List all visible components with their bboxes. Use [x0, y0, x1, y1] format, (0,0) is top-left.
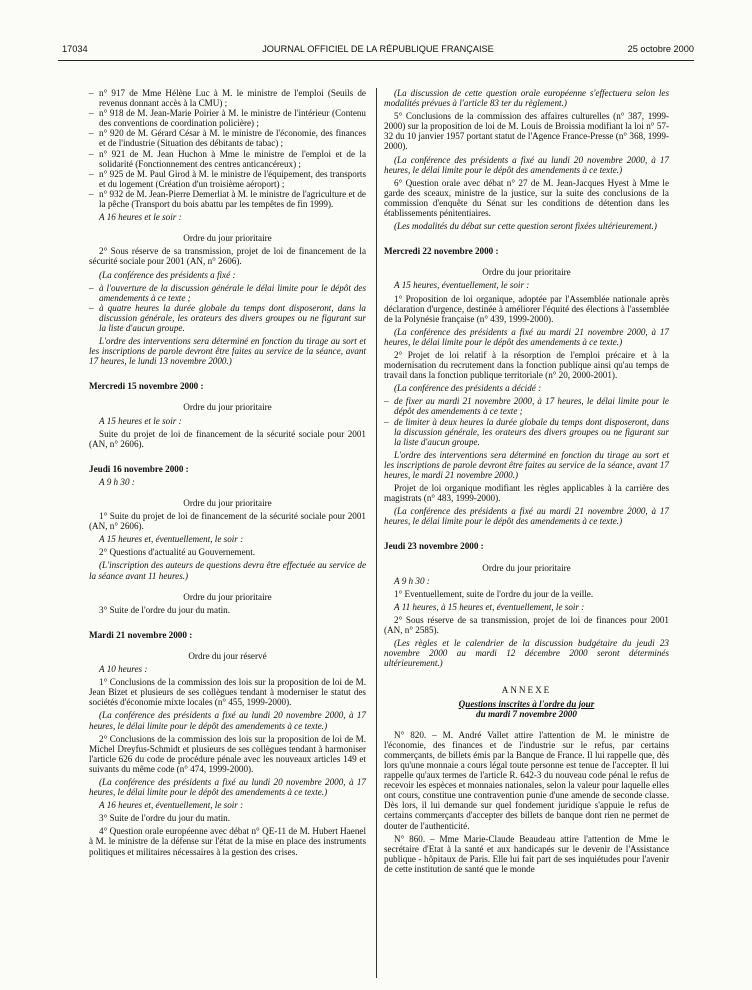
time-line: A 9 h 30 : [394, 575, 430, 586]
list-item: – n° 918 de M. Jean-Marie Poirier à M. le ministre de l'intérieur (Contenu des conventions de coordination policière) ; [89, 108, 366, 128]
header-rule [58, 60, 694, 61]
left-column [89, 88, 366, 860]
day-heading: Mercredi 22 novembre 2000 : [384, 246, 499, 257]
note: L'ordre des interventions sera déterminé en fonction du tirage au sort et les inscriptions de parole devront être faites au service de la séance, avant 17 heures, le lundi 13 novembre 2000.) [89, 336, 366, 367]
conference-list [384, 396, 669, 446]
paragraph: 1° Eventuellement, suite de l'ordre du jour de la veille. [394, 588, 594, 599]
issue-date: 25 octobre 2000 [627, 44, 694, 54]
time-line: A 9 h 30 : [99, 476, 135, 487]
note: (La conférence des présidents a fixé au lundi 20 novembre 2000, à 17 heures, le délai limite pour le dépôt des amendements à ce texte.) [384, 154, 669, 175]
section-title: Ordre du jour prioritaire [183, 591, 272, 602]
paragraph: Projet de loi organique modifiant les règles applicables à la carrière des magistrats (n° 483, 1999-2000). [384, 483, 669, 504]
conference-list [89, 283, 366, 333]
list-item: – de limiter à deux heures la durée globale du temps dont disposeront, dans la discussion générale, les orateurs des divers groupes ou ne figurant sur la liste d'aucun groupe. [384, 417, 669, 447]
time-line: A 15 heures et le soir : [99, 415, 182, 426]
section-title: Ordre du jour prioritaire [482, 267, 571, 278]
paragraph: 2° Sous réserve de sa transmission, projet de loi de finances pour 2001 (AN, n° 2585). [384, 614, 669, 636]
paragraph: 5° Conclusions de la commission des affaires culturelles (n° 387, 1999-2000) sur la proposition de loi de M. Louis de Broissia modifiant la loi n° 57-32 du 10 janvier 1957 portant statut de l'Agence France-Presse (n° 368, 1999-2000). [384, 111, 669, 152]
question-list [89, 88, 366, 209]
note: (Les modalités du débat sur cette question seront fixées ultérieurement.) [394, 221, 657, 232]
paragraph: 2° Questions d'actualité au Gouvernement. [99, 547, 256, 558]
paragraph: 4° Question orale européenne avec débat n° QE-11 de M. Hubert Haenel à M. le ministre de la défense sur l'état de la mise en place des instruments politiques et militaires nécessaires à la gestion des crises. [89, 826, 366, 857]
paragraph: 1° Conclusions de la commission des lois sur la proposition de loi de M. Jean Bizet et plusieurs de ses collègues tendant à moderniser le statut des sociétés d'économie mixte locales (n° 455, 1999-2000). [89, 677, 366, 708]
day-heading: Jeudi 23 novembre 2000 : [384, 541, 484, 552]
time-line: A 16 heures et, éventuellement, le soir : [99, 800, 244, 811]
section-title: Ordre du jour réservé [188, 650, 267, 661]
annexe-heading: ANNEXE [501, 685, 552, 696]
day-heading: Mardi 21 novembre 2000 : [89, 629, 193, 640]
note: (Les règles et le calendrier de la discussion budgétaire du jeudi 23 novembre 2000 au mardi 12 décembre 2000 seront déterminés ultérieurement.) [384, 638, 669, 669]
paragraph: 1° Suite du projet de loi de financement de la sécurité sociale pour 2001 (AN, n° 2606). [89, 511, 366, 532]
paragraph: 3° Suite de l'ordre du jour du matin. [99, 604, 230, 615]
note: (La discussion de cette question orale européenne s'effectuera selon les modalités prévues à l'article 83 ter du règlement.) [384, 88, 669, 109]
note: (La conférence des présidents a fixé au mardi 21 novembre 2000, à 17 heures, le délai limite pour le dépôt des amendements à ce texte.) [384, 506, 669, 527]
note: (La conférence des présidents a fixé : [99, 269, 236, 280]
right-column [384, 88, 669, 877]
note: (La conférence des présidents a décidé : [394, 383, 542, 394]
paragraph: 2° Conclusions de la commission des lois sur la proposition de loi de M. Michel Dreyfus-Schmidt et plusieurs de ses collègues tendant à harmoniser l'article 626 du code de procédure pénale avec les nouveaux articles 149 et suivants du même code (n° 474, 1999-2000). [89, 733, 366, 774]
time-line: A 10 heures : [99, 664, 148, 675]
list-item: – n° 921 de M. Jean Huchon à Mme le ministre de l'emploi et de la solidarité (Fonctionnement des centres anticancéreux) ; [89, 149, 366, 169]
paragraph: 6° Question orale avec débat n° 27 de M. Jean-Jacques Hyest à Mme le garde des sceaux, ministre de la justice, sur la suite des conclusions de la commission d'enquête du Sénat sur les conditions de détention dans les établissements pénitentiaires. [384, 177, 669, 219]
list-item: – n° 917 de Mme Hélène Luc à M. le ministre de l'emploi (Seuils de revenus donnant accès à la CMU) ; [89, 88, 366, 108]
note: (L'inscription des auteurs de questions devra être effectuée au service de la séance avant 11 heures.) [89, 560, 366, 581]
annexe-subtitle-date: du mardi 7 novembre 2000 [476, 708, 577, 719]
paragraph: Suite du projet de loi de financement de la sécurité sociale pour 2001 (AN, n° 2606). [89, 428, 366, 449]
question-paragraph: N° 860. – Mme Marie-Claude Beaudeau attire l'attention de Mme le secrétaire d'Etat à la santé et aux handicapés sur le devenir de l'Assistance publique - hôpitaux de Paris. Elle lui fait part de ses inquiétudes pour l'avenir de cette institution de santé que le monde [384, 833, 669, 874]
note: (La conférence des présidents a fixé au lundi 20 novembre 2000, à 17 heures, le délai limite pour le dépôt des amendements à ce texte.) [89, 776, 366, 798]
day-heading: Jeudi 16 novembre 2000 : [89, 463, 189, 474]
note: (La conférence des présidents a fixé au lundi 20 novembre 2000, à 17 heures, le délai limite pour le dépôt des amendements à ce texte.) [89, 710, 366, 731]
time-line: A 15 heures et, éventuellement, le soir : [99, 534, 244, 545]
time-line: A 16 heures et le soir : [99, 212, 182, 223]
journal-title: JOURNAL OFFICIEL DE LA RÉPUBLIQUE FRANÇAISE [262, 44, 494, 54]
list-item: – de fixer au mardi 21 novembre 2000, à 17 heures, le délai limite pour le dépôt des amendements à ce texte ; [384, 396, 669, 416]
list-item: – à quatre heures la durée globale du temps dont disposeront, dans la discussion générale, les orateurs des divers groupes ou ne figurant sur la liste d'aucun groupe. [89, 303, 366, 333]
section-title: Ordre du jour prioritaire [183, 233, 272, 244]
paragraph: 1° Proposition de loi organique, adoptée par l'Assemblée nationale après déclaration d'urgence, destinée à améliorer l'équité des élections à l'assemblée de la Polynésie française (n° 439, 1999-2000). [384, 293, 669, 324]
annexe-subtitle: Questions inscrites à l'ordre du jour [458, 698, 595, 709]
time-line: A 11 heures, à 15 heures et, éventuellement, le soir : [394, 601, 585, 612]
time-line: A 15 heures, éventuellement, le soir : [394, 280, 530, 291]
paragraph: 2° Sous réserve de sa transmission, projet de loi de financement de la sécurité sociale pour 2001 (AN, n° 2606). [89, 246, 366, 267]
list-item: – n° 932 de M. Jean-Pierre Demerliat à M. le ministre de l'agriculture et de la pêche (Transport du bois abattu par les tempêtes de fin 1999). [89, 189, 366, 209]
list-item: – n° 920 de M. Gérard César à M. le ministre de l'économie, des finances et de l'industrie (Situation des débitants de tabac) ; [89, 128, 366, 148]
page-number: 17034 [62, 44, 88, 54]
section-title: Ordre du jour prioritaire [183, 402, 272, 413]
section-title: Ordre du jour prioritaire [482, 562, 571, 573]
list-item: – à l'ouverture de la discussion générale le délai limite pour le dépôt des amendements à ce texte ; [89, 283, 366, 303]
column-divider [376, 88, 377, 978]
paragraph: 2° Projet de loi relatif à la résorption de l'emploi précaire et à la modernisation du recrutement dans la fonction publique ainsi qu'au temps de travail dans la fonction publique territoriale (n° 20, 2000-2001). [384, 349, 669, 381]
section-title: Ordre du jour prioritaire [183, 498, 272, 508]
list-item: – n° 925 de M. Paul Girod à M. le ministre de l'équipement, des transports et du logement (Création d'un troisième aéroport) ; [89, 169, 366, 189]
question-paragraph: N° 820. – M. André Vallet attire l'attention de M. le ministre de l'économie, des finances et de l'industrie sur le refus, par certains commerçants, de billets émis par la Banque de France. Il lui rappelle que, dès lors qu'une monnaie a cours légal toute personne est tenue de l'accepter. Il lui rappelle qu'aux termes de l'article R. 642-3 du nouveau code pénal le refus de recevoir les espèces et monnaies nationales, selon la valeur pour laquelle elles ont cours, constitue une contravention punie d'une amende de seconde classe. Dès lors, il lui demande sur quel fondement juridique s'appuie le refus de certains commerçants d'accepter des billets de banque dont rien ne permet de douter de l'authenticité. [384, 729, 669, 831]
paragraph: 3° Suite de l'ordre du jour du matin. [99, 813, 230, 824]
note: (La conférence des présidents a fixé au mardi 21 novembre 2000, à 17 heures, le délai limite pour le dépôt des amendements à ce texte.) [384, 326, 669, 347]
note: L'ordre des interventions sera déterminé en fonction du tirage au sort et les inscriptions de parole devront être faites au service de la séance, avant 17 heures, le mardi 21 novembre 2000.) [384, 449, 669, 480]
page-header [62, 44, 694, 58]
day-heading: Mercredi 15 novembre 2000 : [89, 381, 204, 392]
